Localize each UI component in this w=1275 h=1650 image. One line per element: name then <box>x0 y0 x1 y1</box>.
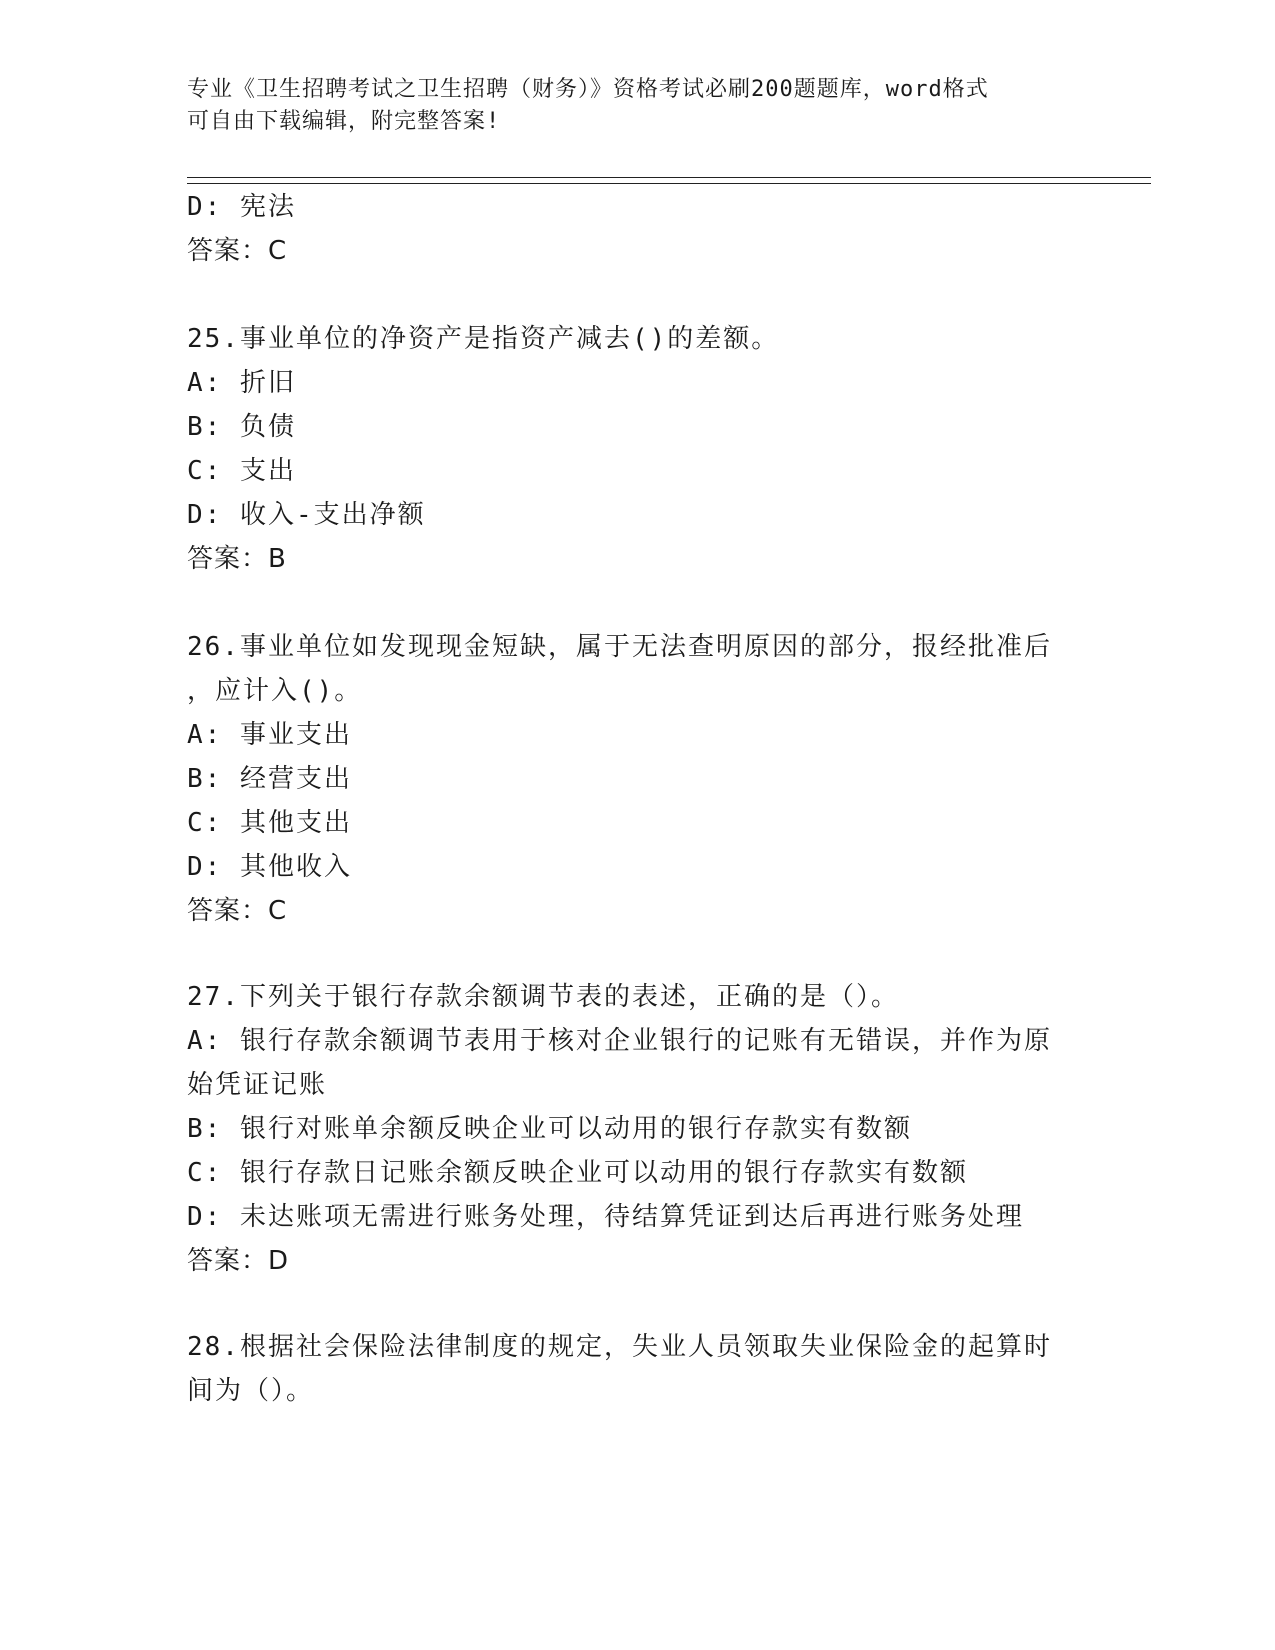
q27-option-c: C: 银行存款日记账余额反映企业可以动用的银行存款实有数额 <box>187 1158 968 1188</box>
prev-answer: 答案：C <box>187 236 288 266</box>
prev-option-d: D: 宪法 <box>187 192 296 222</box>
q25-option-c: C: 支出 <box>187 456 296 486</box>
q25-option-a: A: 折旧 <box>187 368 296 398</box>
q27-option-d: D: 未达账项无需进行账务处理，待结算凭证到达后再进行账务处理 <box>187 1202 1024 1232</box>
q26-stem-line-1: 26.事业单位如发现现金短缺，属于无法查明原因的部分，报经批准后 <box>187 632 1052 662</box>
q25-answer: 答案：B <box>187 544 287 574</box>
q26-answer: 答案：C <box>187 896 288 926</box>
header-title-line-2: 可自由下载编辑，附完整答案! <box>187 109 501 134</box>
q26-option-c: C: 其他支出 <box>187 808 352 838</box>
q25-option-d: D: 收入-支出净额 <box>187 500 426 530</box>
q27-stem: 27.下列关于银行存款余额调节表的表述，正确的是（）。 <box>187 982 899 1012</box>
q25-stem: 25.事业单位的净资产是指资产减去()的差额。 <box>187 324 780 354</box>
q27-option-a-line-1: A: 银行存款余额调节表用于核对企业银行的记账有无错误，并作为原 <box>187 1026 1052 1056</box>
header-title-line-1: 专业《卫生招聘考试之卫生招聘（财务）》资格考试必刷200题题库，word格式 <box>187 77 989 102</box>
document-header <box>187 74 1087 138</box>
q26-option-a: A: 事业支出 <box>187 720 352 750</box>
q26-option-b: B: 经营支出 <box>187 764 352 794</box>
q27-option-a-line-2: 始凭证记账 <box>187 1070 328 1100</box>
q26-stem-line-2: ，应计入()。 <box>187 676 363 706</box>
q28-stem-line-2: 间为（）。 <box>187 1376 315 1406</box>
q28-stem-line-1: 28.根据社会保险法律制度的规定，失业人员领取失业保险金的起算时 <box>187 1332 1052 1362</box>
header-divider-bottom <box>187 183 1151 184</box>
q27-answer: 答案：D <box>187 1246 290 1276</box>
q27-option-b: B: 银行对账单余额反映企业可以动用的银行存款实有数额 <box>187 1114 912 1144</box>
q25-option-b: B: 负债 <box>187 412 296 442</box>
header-divider-top <box>187 177 1151 178</box>
q26-option-d: D: 其他收入 <box>187 852 352 882</box>
